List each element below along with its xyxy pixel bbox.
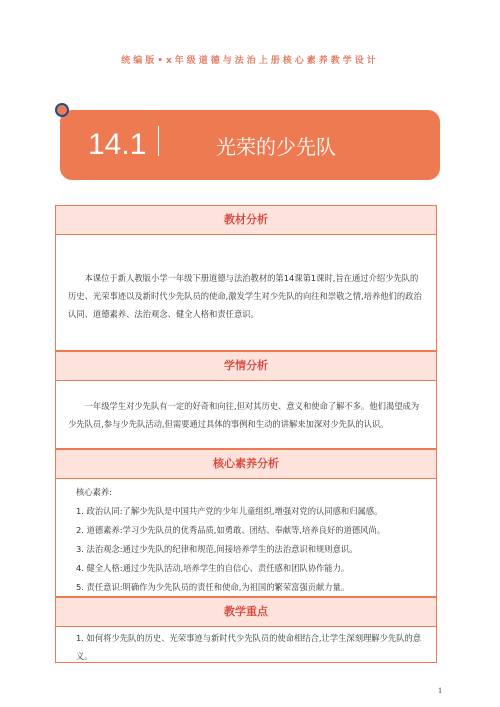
lesson-title: 光荣的少先队 — [216, 135, 336, 159]
banner-divider — [158, 126, 159, 156]
banner-dot-decoration — [55, 103, 69, 117]
section-core-literacy — [55, 449, 437, 597]
section-title: 教学重点 — [56, 598, 436, 627]
lesson-number: 14.1 — [88, 128, 147, 161]
list-item: 3. 法治观念:通过少先队的纪律和规范,间接培养学生的法治意识和规则意识。 — [76, 544, 358, 554]
section-student-analysis — [55, 351, 437, 449]
section-title: 核心素养分析 — [56, 450, 436, 479]
section-teaching-analysis — [55, 205, 437, 351]
section-paragraph: 一年级学生对少先队有一定的好奇和向往,但对其历史、意义和使命了解不多。他们渴望成为少先队员,参与少先队活动,但需要通过具体的事例和生动的讲解来加深对少先队的认识。 — [68, 401, 420, 429]
list-item: 5. 责任意识:明确作为少先队员的责任和使命,为祖国的繁荣富强贡献力量。 — [76, 582, 350, 592]
section-title: 学情分析 — [56, 352, 436, 381]
document-header-title: 统编版•x年级道德与法治上册核心素养教学设计 — [121, 56, 379, 66]
section-paragraph: 1. 如何将少先队的历史、光荣事迹与新时代少先队员的使命相结合,让学生深刻理解少先队的意义。 — [76, 633, 422, 661]
list-item: 4. 健全人格:通过少先队活动,培养学生的自信心、责任感和团队协作能力。 — [76, 563, 350, 573]
list-item: 2. 道德素养:学习少先队员的优秀品质,如勇敢、团结、奉献等,培养良好的道德风尚。 — [76, 525, 386, 535]
list-item: 1. 政治认同:了解少先队是中国共产党的少年儿童组织,增强对党的认同感和归属感。 — [76, 506, 383, 516]
section-title: 教材分析 — [56, 206, 436, 235]
section-paragraph: 本课位于新人教版小学一年级下册道德与法治教材的第14课第1课时,旨在通过介绍少先队的历史、光荣事迹以及新时代少先队员的使命,激发学生对少先队的向往和崇敬之情,培养他们的政治认同、道德素养、法治观念、健全人格和责任意识。 — [68, 273, 422, 319]
core-literacy-label: 核心素养: — [76, 487, 112, 497]
page-number: 1 — [438, 686, 442, 695]
section-key-points — [55, 597, 437, 663]
